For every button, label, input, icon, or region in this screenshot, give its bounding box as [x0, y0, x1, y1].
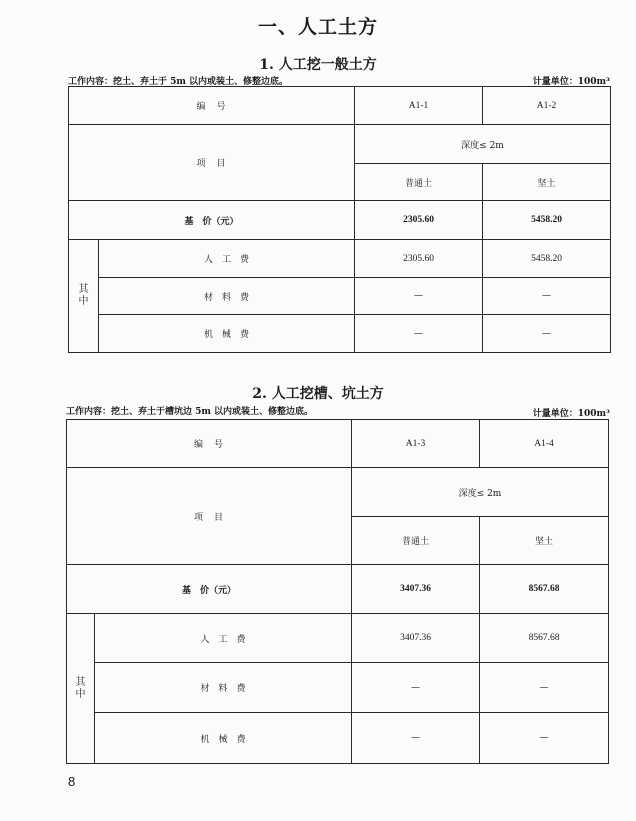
material-cost-label: 材 料 费	[99, 278, 355, 315]
base-price-value: 8567.68	[480, 565, 609, 614]
code-cell: A1-2	[483, 87, 611, 125]
cost-value: —	[483, 278, 611, 315]
cost-value: —	[355, 315, 483, 353]
work-content: 工作内容：挖土、弃土于槽坑边 5m 以内或装土、修整边底。	[66, 407, 314, 417]
among-label	[67, 614, 95, 764]
work-content: 工作内容：挖土、弃土于 5m 以内或装土、修整边底。	[68, 77, 289, 87]
labor-cost-label: 人 工 费	[99, 240, 355, 278]
cost-value: —	[483, 315, 611, 353]
cost-value: —	[352, 663, 480, 713]
soil-type-cell: 坚土	[480, 517, 609, 565]
machine-cost-label: 机 械 费	[95, 713, 352, 764]
item-header: 项 目	[67, 468, 352, 565]
soil-type-cell: 坚土	[483, 164, 611, 201]
section-title: 1. 人工挖一般土方	[259, 57, 377, 73]
cost-value: —	[480, 713, 609, 764]
soil-type-cell: 普通土	[355, 164, 483, 201]
quota-table	[68, 86, 611, 353]
code-cell: A1-3	[352, 420, 480, 468]
cost-value: 5458.20	[483, 240, 611, 278]
cost-value: 3407.36	[352, 614, 480, 663]
base-price-value: 3407.36	[352, 565, 480, 614]
depth-cell: 深度≤ 2m	[352, 468, 609, 517]
measure-unit: 计量单位：100m³	[532, 409, 610, 419]
among-text: 其中	[78, 284, 89, 307]
labor-cost-label: 人 工 费	[95, 614, 352, 663]
page-number: 8	[68, 774, 76, 789]
depth-cell: 深度≤ 2m	[355, 125, 611, 164]
cost-value: 2305.60	[355, 240, 483, 278]
cost-value: 8567.68	[480, 614, 609, 663]
cost-value: —	[352, 713, 480, 764]
code-header: 编 号	[67, 420, 352, 468]
material-cost-label: 材 料 费	[95, 663, 352, 713]
code-cell: A1-4	[480, 420, 609, 468]
item-header: 项 目	[69, 125, 355, 201]
code-cell: A1-1	[355, 87, 483, 125]
base-price-label: 基 价（元）	[67, 565, 352, 614]
cost-value: —	[355, 278, 483, 315]
quota-table	[66, 419, 609, 764]
among-label	[69, 240, 99, 353]
cost-value: —	[480, 663, 609, 713]
chapter-title: 一、人工土方	[257, 16, 378, 38]
measure-unit: 计量单位：100m³	[532, 77, 610, 87]
base-price-label: 基 价（元）	[69, 201, 355, 240]
machine-cost-label: 机 械 费	[99, 315, 355, 353]
among-text: 其中	[75, 676, 86, 700]
section-title: 2. 人工挖槽、坑土方	[252, 386, 384, 402]
soil-type-cell: 普通土	[352, 517, 480, 565]
base-price-value: 5458.20	[483, 201, 611, 240]
base-price-value: 2305.60	[355, 201, 483, 240]
code-header: 编 号	[69, 87, 355, 125]
